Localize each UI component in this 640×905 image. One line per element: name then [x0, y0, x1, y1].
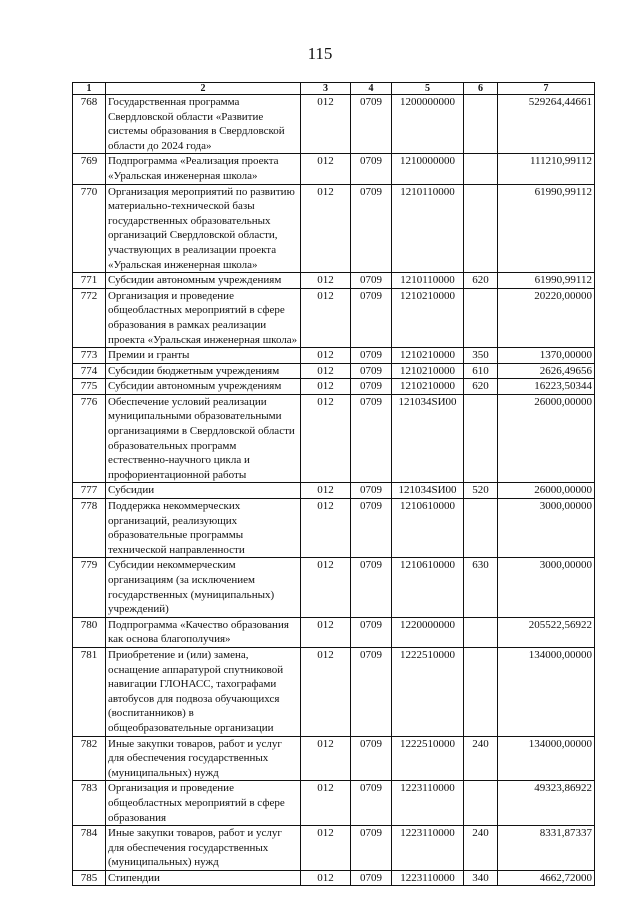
table-row: [73, 379, 595, 395]
row-name: Субсидии автономным учреждениям: [106, 273, 301, 289]
row-target-code: 1222510000: [392, 736, 464, 781]
row-ministry-code: 012: [301, 781, 351, 826]
row-amount: 134000,00000: [498, 736, 595, 781]
column-header: 3: [301, 83, 351, 95]
row-ministry-code: 012: [301, 736, 351, 781]
table-row: [73, 394, 595, 483]
row-name: Премии и гранты: [106, 348, 301, 364]
row-name: Организация и проведение общеобластных мероприятий в сфере образования: [106, 781, 301, 826]
table-row: [73, 499, 595, 558]
row-ministry-code: 012: [301, 870, 351, 886]
row-expense-type: [464, 394, 498, 483]
table-row: [73, 870, 595, 886]
row-number: 785: [73, 870, 106, 886]
row-target-code: 1210610000: [392, 558, 464, 617]
row-amount: 3000,00000: [498, 558, 595, 617]
row-target-code: 1210210000: [392, 363, 464, 379]
row-target-code: 1210000000: [392, 154, 464, 184]
row-name: Иные закупки товаров, работ и услуг для обеспечения государственных (муниципальных) нужд: [106, 736, 301, 781]
row-name: Субсидии: [106, 483, 301, 499]
row-expense-type: 620: [464, 273, 498, 289]
header-row: [73, 83, 595, 95]
table-row: [73, 184, 595, 273]
row-section-code: 0709: [351, 184, 392, 273]
row-expense-type: [464, 184, 498, 273]
row-amount: 26000,00000: [498, 394, 595, 483]
row-name: Иные закупки товаров, работ и услуг для обеспечения государственных (муниципальных) нужд: [106, 826, 301, 871]
row-target-code: 1220000000: [392, 617, 464, 647]
row-name: Стипендии: [106, 870, 301, 886]
row-ministry-code: 012: [301, 379, 351, 395]
table-row: [73, 558, 595, 617]
row-number: 772: [73, 288, 106, 347]
row-target-code: 121034SИ00: [392, 394, 464, 483]
row-number: 774: [73, 363, 106, 379]
row-section-code: 0709: [351, 617, 392, 647]
row-number: 777: [73, 483, 106, 499]
row-name: Организация и проведение общеобластных мероприятий в сфере образования в рамках реализации проекта «Уральская инженерная школа»: [106, 288, 301, 347]
column-header: 5: [392, 83, 464, 95]
row-expense-type: 340: [464, 870, 498, 886]
row-expense-type: [464, 781, 498, 826]
row-target-code: 1210210000: [392, 348, 464, 364]
row-number: 771: [73, 273, 106, 289]
row-amount: 2626,49656: [498, 363, 595, 379]
row-section-code: 0709: [351, 363, 392, 379]
row-target-code: 1200000000: [392, 95, 464, 154]
row-ministry-code: 012: [301, 273, 351, 289]
row-name: Обеспечение условий реализации муниципальными образовательными организациями в Свердловской области образовательных программ естественно-научного цикла и профориентационной работы: [106, 394, 301, 483]
row-expense-type: [464, 154, 498, 184]
row-target-code: 121034SИ00: [392, 483, 464, 499]
row-number: 776: [73, 394, 106, 483]
row-target-code: 1210110000: [392, 273, 464, 289]
row-expense-type: [464, 95, 498, 154]
row-section-code: 0709: [351, 736, 392, 781]
table-row: [73, 288, 595, 347]
row-section-code: 0709: [351, 348, 392, 364]
row-amount: 61990,99112: [498, 184, 595, 273]
table-row: [73, 781, 595, 826]
row-expense-type: 350: [464, 348, 498, 364]
row-section-code: 0709: [351, 95, 392, 154]
table-row: [73, 348, 595, 364]
row-amount: 26000,00000: [498, 483, 595, 499]
row-ministry-code: 012: [301, 394, 351, 483]
table-row: [73, 483, 595, 499]
row-section-code: 0709: [351, 394, 392, 483]
row-amount: 205522,56922: [498, 617, 595, 647]
row-ministry-code: 012: [301, 363, 351, 379]
row-ministry-code: 012: [301, 617, 351, 647]
row-number: 783: [73, 781, 106, 826]
row-name: Субсидии автономным учреждениям: [106, 379, 301, 395]
row-ministry-code: 012: [301, 348, 351, 364]
table-row: [73, 154, 595, 184]
row-section-code: 0709: [351, 499, 392, 558]
row-amount: 1370,00000: [498, 348, 595, 364]
row-section-code: 0709: [351, 154, 392, 184]
row-amount: 134000,00000: [498, 647, 595, 736]
table-row: [73, 826, 595, 871]
row-amount: 111210,99112: [498, 154, 595, 184]
row-section-code: 0709: [351, 273, 392, 289]
row-target-code: 1223110000: [392, 781, 464, 826]
row-amount: 3000,00000: [498, 499, 595, 558]
row-ministry-code: 012: [301, 826, 351, 871]
row-section-code: 0709: [351, 781, 392, 826]
row-amount: 8331,87337: [498, 826, 595, 871]
row-amount: 61990,99112: [498, 273, 595, 289]
row-target-code: 1210210000: [392, 379, 464, 395]
row-amount: 4662,72000: [498, 870, 595, 886]
row-name: Подпрограмма «Качество образования как основа благополучия»: [106, 617, 301, 647]
column-header: 6: [464, 83, 498, 95]
row-number: 775: [73, 379, 106, 395]
row-ministry-code: 012: [301, 154, 351, 184]
table-row: [73, 736, 595, 781]
row-ministry-code: 012: [301, 499, 351, 558]
row-name: Субсидии некоммерческим организациям (за исключением государственных (муниципальных) учреждений): [106, 558, 301, 617]
row-section-code: 0709: [351, 558, 392, 617]
row-target-code: 1222510000: [392, 647, 464, 736]
row-number: 780: [73, 617, 106, 647]
row-ministry-code: 012: [301, 184, 351, 273]
column-header: 7: [498, 83, 595, 95]
row-number: 768: [73, 95, 106, 154]
row-expense-type: 610: [464, 363, 498, 379]
row-name: Приобретение и (или) замена, оснащение аппаратурой спутниковой навигации ГЛОНАСС, тахографами автобусов для подвоза обучающихся (воспитанников) в общеобразовательные организации: [106, 647, 301, 736]
row-expense-type: 240: [464, 736, 498, 781]
row-section-code: 0709: [351, 826, 392, 871]
row-target-code: 1210210000: [392, 288, 464, 347]
row-section-code: 0709: [351, 288, 392, 347]
row-ministry-code: 012: [301, 483, 351, 499]
column-header: 1: [73, 83, 106, 95]
table-row: [73, 95, 595, 154]
row-section-code: 0709: [351, 870, 392, 886]
row-amount: 49323,86922: [498, 781, 595, 826]
row-expense-type: [464, 499, 498, 558]
row-ministry-code: 012: [301, 288, 351, 347]
row-number: 784: [73, 826, 106, 871]
row-section-code: 0709: [351, 379, 392, 395]
row-ministry-code: 012: [301, 558, 351, 617]
row-name: Поддержка некоммерческих организаций, реализующих образовательные программы технической направленности: [106, 499, 301, 558]
row-number: 769: [73, 154, 106, 184]
row-name: Государственная программа Свердловской области «Развитие системы образования в Свердловской области до 2024 года»: [106, 95, 301, 154]
row-expense-type: 240: [464, 826, 498, 871]
row-section-code: 0709: [351, 483, 392, 499]
row-expense-type: [464, 617, 498, 647]
row-expense-type: 620: [464, 379, 498, 395]
row-number: 770: [73, 184, 106, 273]
row-number: 773: [73, 348, 106, 364]
row-ministry-code: 012: [301, 95, 351, 154]
row-amount: 529264,44661: [498, 95, 595, 154]
table-row: [73, 363, 595, 379]
table-row: [73, 617, 595, 647]
row-name: Субсидии бюджетным учреждениям: [106, 363, 301, 379]
row-number: 781: [73, 647, 106, 736]
row-section-code: 0709: [351, 647, 392, 736]
row-name: Организация мероприятий по развитию материально-технической базы государственных образовательных организаций Свердловской области, участвующих в реализации проекта «Уральская инженерная школа»: [106, 184, 301, 273]
page-number: 115: [307, 44, 333, 63]
row-target-code: 1210110000: [392, 184, 464, 273]
row-target-code: 1223110000: [392, 870, 464, 886]
column-header: 4: [351, 83, 392, 95]
row-number: 778: [73, 499, 106, 558]
row-amount: 16223,50344: [498, 379, 595, 395]
row-name: Подпрограмма «Реализация проекта «Уральская инженерная школа»: [106, 154, 301, 184]
row-target-code: 1223110000: [392, 826, 464, 871]
row-number: 779: [73, 558, 106, 617]
row-target-code: 1210610000: [392, 499, 464, 558]
row-expense-type: [464, 647, 498, 736]
column-header: 2: [106, 83, 301, 95]
row-ministry-code: 012: [301, 647, 351, 736]
table-row: [73, 647, 595, 736]
row-number: 782: [73, 736, 106, 781]
row-amount: 20220,00000: [498, 288, 595, 347]
row-expense-type: [464, 288, 498, 347]
row-expense-type: 630: [464, 558, 498, 617]
budget-table: [72, 82, 595, 886]
table-row: [73, 273, 595, 289]
row-expense-type: 520: [464, 483, 498, 499]
